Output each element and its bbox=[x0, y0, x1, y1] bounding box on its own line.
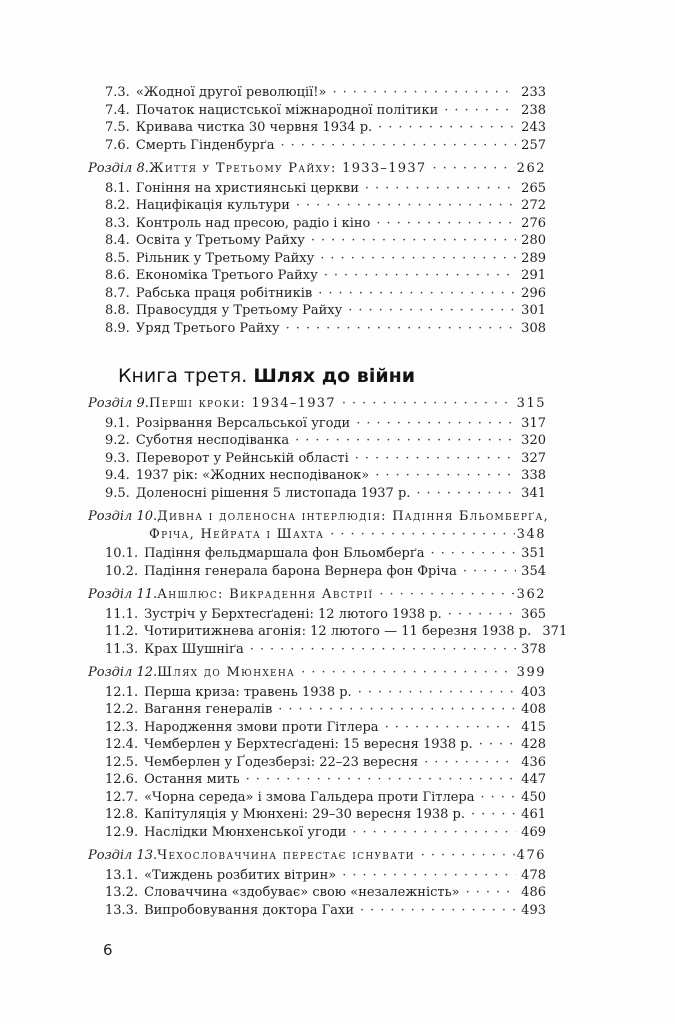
toc-entry bbox=[88, 771, 546, 789]
dot-leader bbox=[332, 84, 516, 102]
toc-entry-number: 7.3. bbox=[105, 85, 130, 100]
toc-entry bbox=[88, 137, 546, 155]
toc-entry-page: 320 bbox=[521, 433, 546, 448]
toc-entry-page: 461 bbox=[521, 807, 546, 822]
toc-entry-page: 450 bbox=[521, 789, 546, 805]
toc-entry bbox=[88, 563, 546, 581]
toc-entry-page: 233 bbox=[521, 85, 546, 100]
toc-entry-page: 296 bbox=[521, 285, 546, 301]
toc-entry-number: 8.8. bbox=[105, 303, 130, 318]
toc-entry bbox=[88, 824, 546, 842]
toc-entry-page: 365 bbox=[521, 606, 546, 622]
toc-chapter-title: Життя у Третьому Райху: 1933–1937 bbox=[149, 161, 427, 176]
toc-chapter-title-line2: Фріча, Нейрата і Шахта bbox=[149, 526, 325, 542]
book-heading bbox=[118, 363, 546, 389]
dot-leader bbox=[448, 606, 516, 624]
toc-entry-number: 11.2. bbox=[105, 624, 139, 639]
toc-entry bbox=[88, 623, 568, 641]
toc-entry-page: 289 bbox=[521, 250, 546, 266]
toc-entry-number: 7.4. bbox=[105, 102, 130, 118]
toc-entry-title: Нацифікація культури bbox=[135, 198, 290, 213]
toc-entry-number: 12.5. bbox=[105, 754, 139, 770]
toc-entry-number: 12.3. bbox=[105, 719, 139, 735]
toc-entry bbox=[88, 285, 546, 303]
dot-leader bbox=[379, 586, 514, 604]
toc-chapter-label: Розділ 11. bbox=[88, 587, 158, 602]
toc-entry-title: Чемберлен у Берхтесґадені: 15 вересня 1938 р. bbox=[144, 737, 473, 752]
dot-leader bbox=[444, 102, 516, 120]
toc-list bbox=[0, 84, 675, 919]
dot-leader bbox=[378, 119, 516, 137]
dot-leader bbox=[286, 320, 516, 338]
toc-entry bbox=[88, 789, 546, 807]
toc-entry-title: Вагання генералів bbox=[144, 702, 273, 717]
toc-entry bbox=[88, 84, 546, 102]
dot-leader bbox=[430, 545, 516, 563]
toc-entry bbox=[88, 432, 546, 450]
book-heading-title: Шлях до війни bbox=[253, 365, 416, 387]
toc-entry-title: Чемберлен у Ґодезберзі: 22–23 вересня bbox=[144, 754, 419, 770]
toc-entry-number: 8.6. bbox=[105, 268, 130, 283]
toc-chapter-entry bbox=[88, 664, 546, 682]
toc-entry-title: Суботня несподіванка bbox=[135, 433, 290, 448]
toc-chapter-label: Розділ 9. bbox=[88, 396, 149, 411]
dot-leader bbox=[471, 806, 516, 824]
toc-entry bbox=[88, 867, 546, 885]
toc-chapter-title: Чехословаччина перестає існувати bbox=[157, 848, 415, 863]
dot-leader bbox=[250, 641, 516, 659]
toc-chapter-entry bbox=[88, 586, 546, 604]
toc-entry-title: Економіка Третього Райху bbox=[135, 268, 318, 283]
book-heading-prefix: Книга третя. bbox=[118, 365, 248, 387]
toc-entry-page: 308 bbox=[521, 320, 546, 336]
toc-chapter-title-line1: Дивна і доленосна інтерлюдія: Падіння Бльомберґа, bbox=[157, 509, 550, 524]
toc-chapter-title: Перші кроки: 1934–1937 bbox=[149, 396, 336, 411]
toc-entry-page: 348 bbox=[516, 526, 546, 542]
toc-entry-page: 317 bbox=[521, 415, 546, 431]
toc-entry-number: 8.5. bbox=[105, 250, 130, 266]
dot-leader bbox=[356, 415, 516, 433]
toc-entry bbox=[88, 545, 546, 563]
toc-entry-page: 493 bbox=[521, 902, 546, 918]
toc-entry-title: Доленосні рішення 5 листопада 1937 р. bbox=[135, 485, 411, 501]
toc-entry-page: 486 bbox=[521, 885, 546, 900]
dot-leader bbox=[376, 215, 516, 233]
toc-entry bbox=[88, 302, 546, 320]
toc-entry-number: 9.4. bbox=[105, 468, 130, 483]
toc-entry bbox=[88, 197, 546, 215]
toc-entry bbox=[88, 102, 546, 120]
toc-entry-number: 10.1. bbox=[105, 546, 139, 561]
toc-entry-title: Освіта у Третьому Райху bbox=[135, 233, 305, 248]
dot-leader bbox=[324, 267, 516, 285]
dot-leader bbox=[375, 467, 516, 485]
toc-entry-page: 408 bbox=[521, 702, 546, 717]
toc-entry-page: 243 bbox=[521, 120, 546, 135]
toc-entry bbox=[88, 641, 546, 659]
toc-entry-page: 403 bbox=[521, 684, 546, 700]
dot-leader bbox=[360, 902, 516, 920]
toc-entry bbox=[88, 606, 546, 624]
dot-leader bbox=[479, 736, 516, 754]
dot-leader bbox=[311, 232, 516, 250]
toc-entry-title: Остання мить bbox=[144, 772, 240, 787]
toc-chapter-label: Розділ 12. bbox=[88, 665, 158, 680]
toc-entry-page: 428 bbox=[521, 737, 546, 752]
toc-entry bbox=[88, 719, 546, 737]
dot-leader bbox=[433, 160, 515, 178]
toc-entry-title: Падіння фельдмаршала фон Бльомберґа bbox=[144, 546, 425, 561]
toc-entry-title: «Тиждень розбитих вітрин» bbox=[144, 867, 337, 883]
toc-entry-page: 276 bbox=[521, 215, 546, 231]
toc-chapter-entry bbox=[88, 395, 546, 413]
toc-entry-page: 257 bbox=[521, 137, 546, 153]
toc-entry bbox=[88, 320, 546, 338]
page-number: 6 bbox=[103, 941, 113, 959]
toc-entry-number: 10.2. bbox=[105, 563, 139, 579]
toc-entry-page: 478 bbox=[521, 867, 546, 883]
dot-leader bbox=[320, 250, 516, 268]
toc-entry-number: 9.3. bbox=[105, 450, 130, 466]
toc-entry-title: Смерть Гінденбурґа bbox=[135, 137, 275, 153]
toc-entry-page: 291 bbox=[521, 268, 546, 283]
toc-entry-number: 13.2. bbox=[105, 885, 139, 900]
toc-entry bbox=[88, 806, 546, 824]
toc-entry-page: 238 bbox=[521, 102, 546, 118]
toc-chapter-title: Аншлюс: Викрадення Австрії bbox=[157, 587, 374, 602]
toc-chapter-entry-continuation bbox=[88, 526, 546, 544]
toc-entry bbox=[88, 736, 546, 754]
dot-leader bbox=[301, 664, 514, 682]
toc-entry-number: 7.5. bbox=[105, 120, 130, 135]
toc-entry bbox=[88, 450, 546, 468]
dot-leader bbox=[355, 450, 516, 468]
toc-chapter-title: Шлях до Мюнхена bbox=[157, 665, 296, 680]
toc-entry bbox=[88, 754, 546, 772]
toc-entry-page: 262 bbox=[516, 161, 546, 176]
toc-entry-title: Падіння генерала барона Вернера фон Фріча bbox=[144, 563, 457, 579]
toc-entry-title: «Жодної другої революції!» bbox=[135, 85, 327, 100]
dot-leader bbox=[416, 485, 516, 503]
toc-entry-number: 11.3. bbox=[105, 641, 139, 657]
toc-entry bbox=[88, 232, 546, 250]
toc-entry-title: Контроль над пресою, радіо і кіно bbox=[135, 215, 371, 231]
toc-entry-number: 8.4. bbox=[105, 233, 130, 248]
toc-entry-title: Крах Шушніґа bbox=[144, 641, 244, 657]
toc-entry-title: Рабська праця робітників bbox=[135, 285, 313, 301]
toc-entry-page: 415 bbox=[521, 719, 546, 735]
toc-entry-page: 280 bbox=[521, 233, 546, 248]
dot-leader bbox=[295, 432, 516, 450]
toc-entry-number: 8.7. bbox=[105, 285, 130, 301]
toc-entry-page: 301 bbox=[521, 303, 546, 318]
toc-entry-page: 362 bbox=[516, 587, 546, 602]
toc-entry-page: 315 bbox=[516, 396, 546, 411]
toc-entry-number: 12.7. bbox=[105, 789, 139, 805]
toc-entry bbox=[88, 215, 546, 233]
toc-entry-number: 9.5. bbox=[105, 485, 130, 501]
toc-entry-number: 8.1. bbox=[105, 180, 130, 196]
toc-chapter-entry bbox=[88, 508, 550, 526]
toc-entry bbox=[88, 701, 546, 719]
toc-chapter-label: Розділ 13. bbox=[88, 848, 158, 863]
dot-leader bbox=[358, 684, 516, 702]
toc-entry-page: 399 bbox=[516, 665, 546, 680]
dot-leader bbox=[246, 771, 516, 789]
toc-entry-number: 12.6. bbox=[105, 772, 139, 787]
dot-leader bbox=[385, 719, 516, 737]
toc-entry-page: 351 bbox=[521, 546, 546, 561]
toc-entry-number: 8.3. bbox=[105, 215, 130, 231]
toc-chapter-entry bbox=[88, 160, 546, 178]
dot-leader bbox=[296, 197, 516, 215]
dot-leader bbox=[318, 285, 516, 303]
toc-entry-number: 11.1. bbox=[105, 606, 139, 622]
toc-entry-page: 371 bbox=[542, 624, 568, 639]
toc-entry bbox=[88, 485, 546, 503]
toc-entry-title: Перша криза: травень 1938 р. bbox=[144, 684, 352, 700]
toc-entry-page: 272 bbox=[521, 198, 546, 213]
toc-entry bbox=[88, 415, 546, 433]
toc-chapter-label: Розділ 8. bbox=[88, 161, 149, 176]
toc-entry-page: 338 bbox=[521, 468, 546, 483]
toc-entry-title: Народження змови проти Гітлера bbox=[144, 719, 379, 735]
dot-leader bbox=[342, 395, 515, 413]
toc-entry-title: «Чорна середа» і змова Гальдера проти Гітлера bbox=[144, 789, 475, 805]
toc-entry-page: 447 bbox=[521, 772, 546, 787]
toc-entry-page: 378 bbox=[521, 641, 546, 657]
toc-entry-page: 436 bbox=[521, 754, 546, 770]
toc-entry-title: Початок нацистської міжнародної політики bbox=[135, 102, 439, 118]
toc-entry-page: 265 bbox=[521, 180, 546, 196]
toc-entry bbox=[88, 884, 546, 902]
toc-entry-page: 327 bbox=[521, 450, 546, 466]
dot-leader bbox=[278, 701, 516, 719]
dot-leader bbox=[352, 824, 516, 842]
toc-entry bbox=[88, 267, 546, 285]
toc-entry-number: 13.3. bbox=[105, 902, 139, 918]
toc-entry-title: Словаччина «здобуває» свою «незалежність» bbox=[144, 885, 460, 900]
toc-entry-title: Гоніння на християнські церкви bbox=[135, 180, 359, 196]
toc-chapter-entry bbox=[88, 847, 546, 865]
toc-entry-title: Випробовування доктора Гахи bbox=[144, 902, 354, 918]
toc-entry bbox=[88, 684, 546, 702]
toc-entry-number: 12.8. bbox=[105, 807, 139, 822]
dot-leader bbox=[348, 302, 516, 320]
toc-entry-title: Рільник у Третьому Райху bbox=[135, 250, 315, 266]
toc-entry-number: 7.6. bbox=[105, 137, 130, 153]
toc-entry-number: 13.1. bbox=[105, 867, 139, 883]
toc-entry-title: Переворот у Рейнській області bbox=[135, 450, 349, 466]
dot-leader bbox=[421, 847, 515, 865]
dot-leader bbox=[466, 884, 516, 902]
toc-entry-number: 12.2. bbox=[105, 702, 139, 717]
toc-entry-number: 12.9. bbox=[105, 824, 139, 840]
toc-entry-number: 8.2. bbox=[105, 198, 130, 213]
toc-entry-title: 1937 рік: «Жодних несподіванок» bbox=[135, 468, 370, 483]
dot-leader bbox=[463, 563, 516, 581]
toc-entry-title: Кривава чистка 30 червня 1934 р. bbox=[135, 120, 373, 135]
toc-entry-page: 469 bbox=[521, 824, 546, 840]
toc-entry-title: Чотиритижнева агонія: 12 лютого — 11 березня 1938 р. bbox=[144, 624, 532, 639]
toc-entry bbox=[88, 467, 546, 485]
dot-leader bbox=[365, 180, 516, 198]
toc-entry-title: Правосуддя у Третьому Райху bbox=[135, 303, 343, 318]
toc-entry-page: 341 bbox=[521, 485, 546, 501]
toc-entry-number: 9.2. bbox=[105, 433, 130, 448]
toc-entry-number: 9.1. bbox=[105, 415, 130, 431]
toc-entry-number: 8.9. bbox=[105, 320, 130, 336]
toc-chapter-label: Розділ 10. bbox=[88, 509, 158, 524]
toc-entry-page: 476 bbox=[516, 848, 546, 863]
toc-entry-number: 12.4. bbox=[105, 737, 139, 752]
dot-leader bbox=[330, 526, 514, 544]
toc-entry-title: Зустріч у Берхтесґадені: 12 лютого 1938 р. bbox=[144, 606, 442, 622]
toc-entry-title: Капітуляція у Мюнхені: 29–30 вересня 1938 р. bbox=[144, 807, 465, 822]
toc-entry-page: 354 bbox=[521, 563, 546, 579]
dot-leader bbox=[481, 789, 516, 807]
dot-leader bbox=[281, 137, 516, 155]
toc-entry bbox=[88, 119, 546, 137]
toc-entry bbox=[88, 902, 546, 920]
toc-entry-title: Уряд Третього Райху bbox=[135, 320, 280, 336]
toc-entry bbox=[88, 180, 546, 198]
dot-leader bbox=[424, 754, 516, 772]
toc-entry-title: Наслідки Мюнхенської угоди bbox=[144, 824, 347, 840]
dot-leader bbox=[342, 867, 516, 885]
toc-entry-number: 12.1. bbox=[105, 684, 139, 700]
toc-entry bbox=[88, 250, 546, 268]
toc-entry-title: Розірвання Версальської угоди bbox=[135, 415, 351, 431]
